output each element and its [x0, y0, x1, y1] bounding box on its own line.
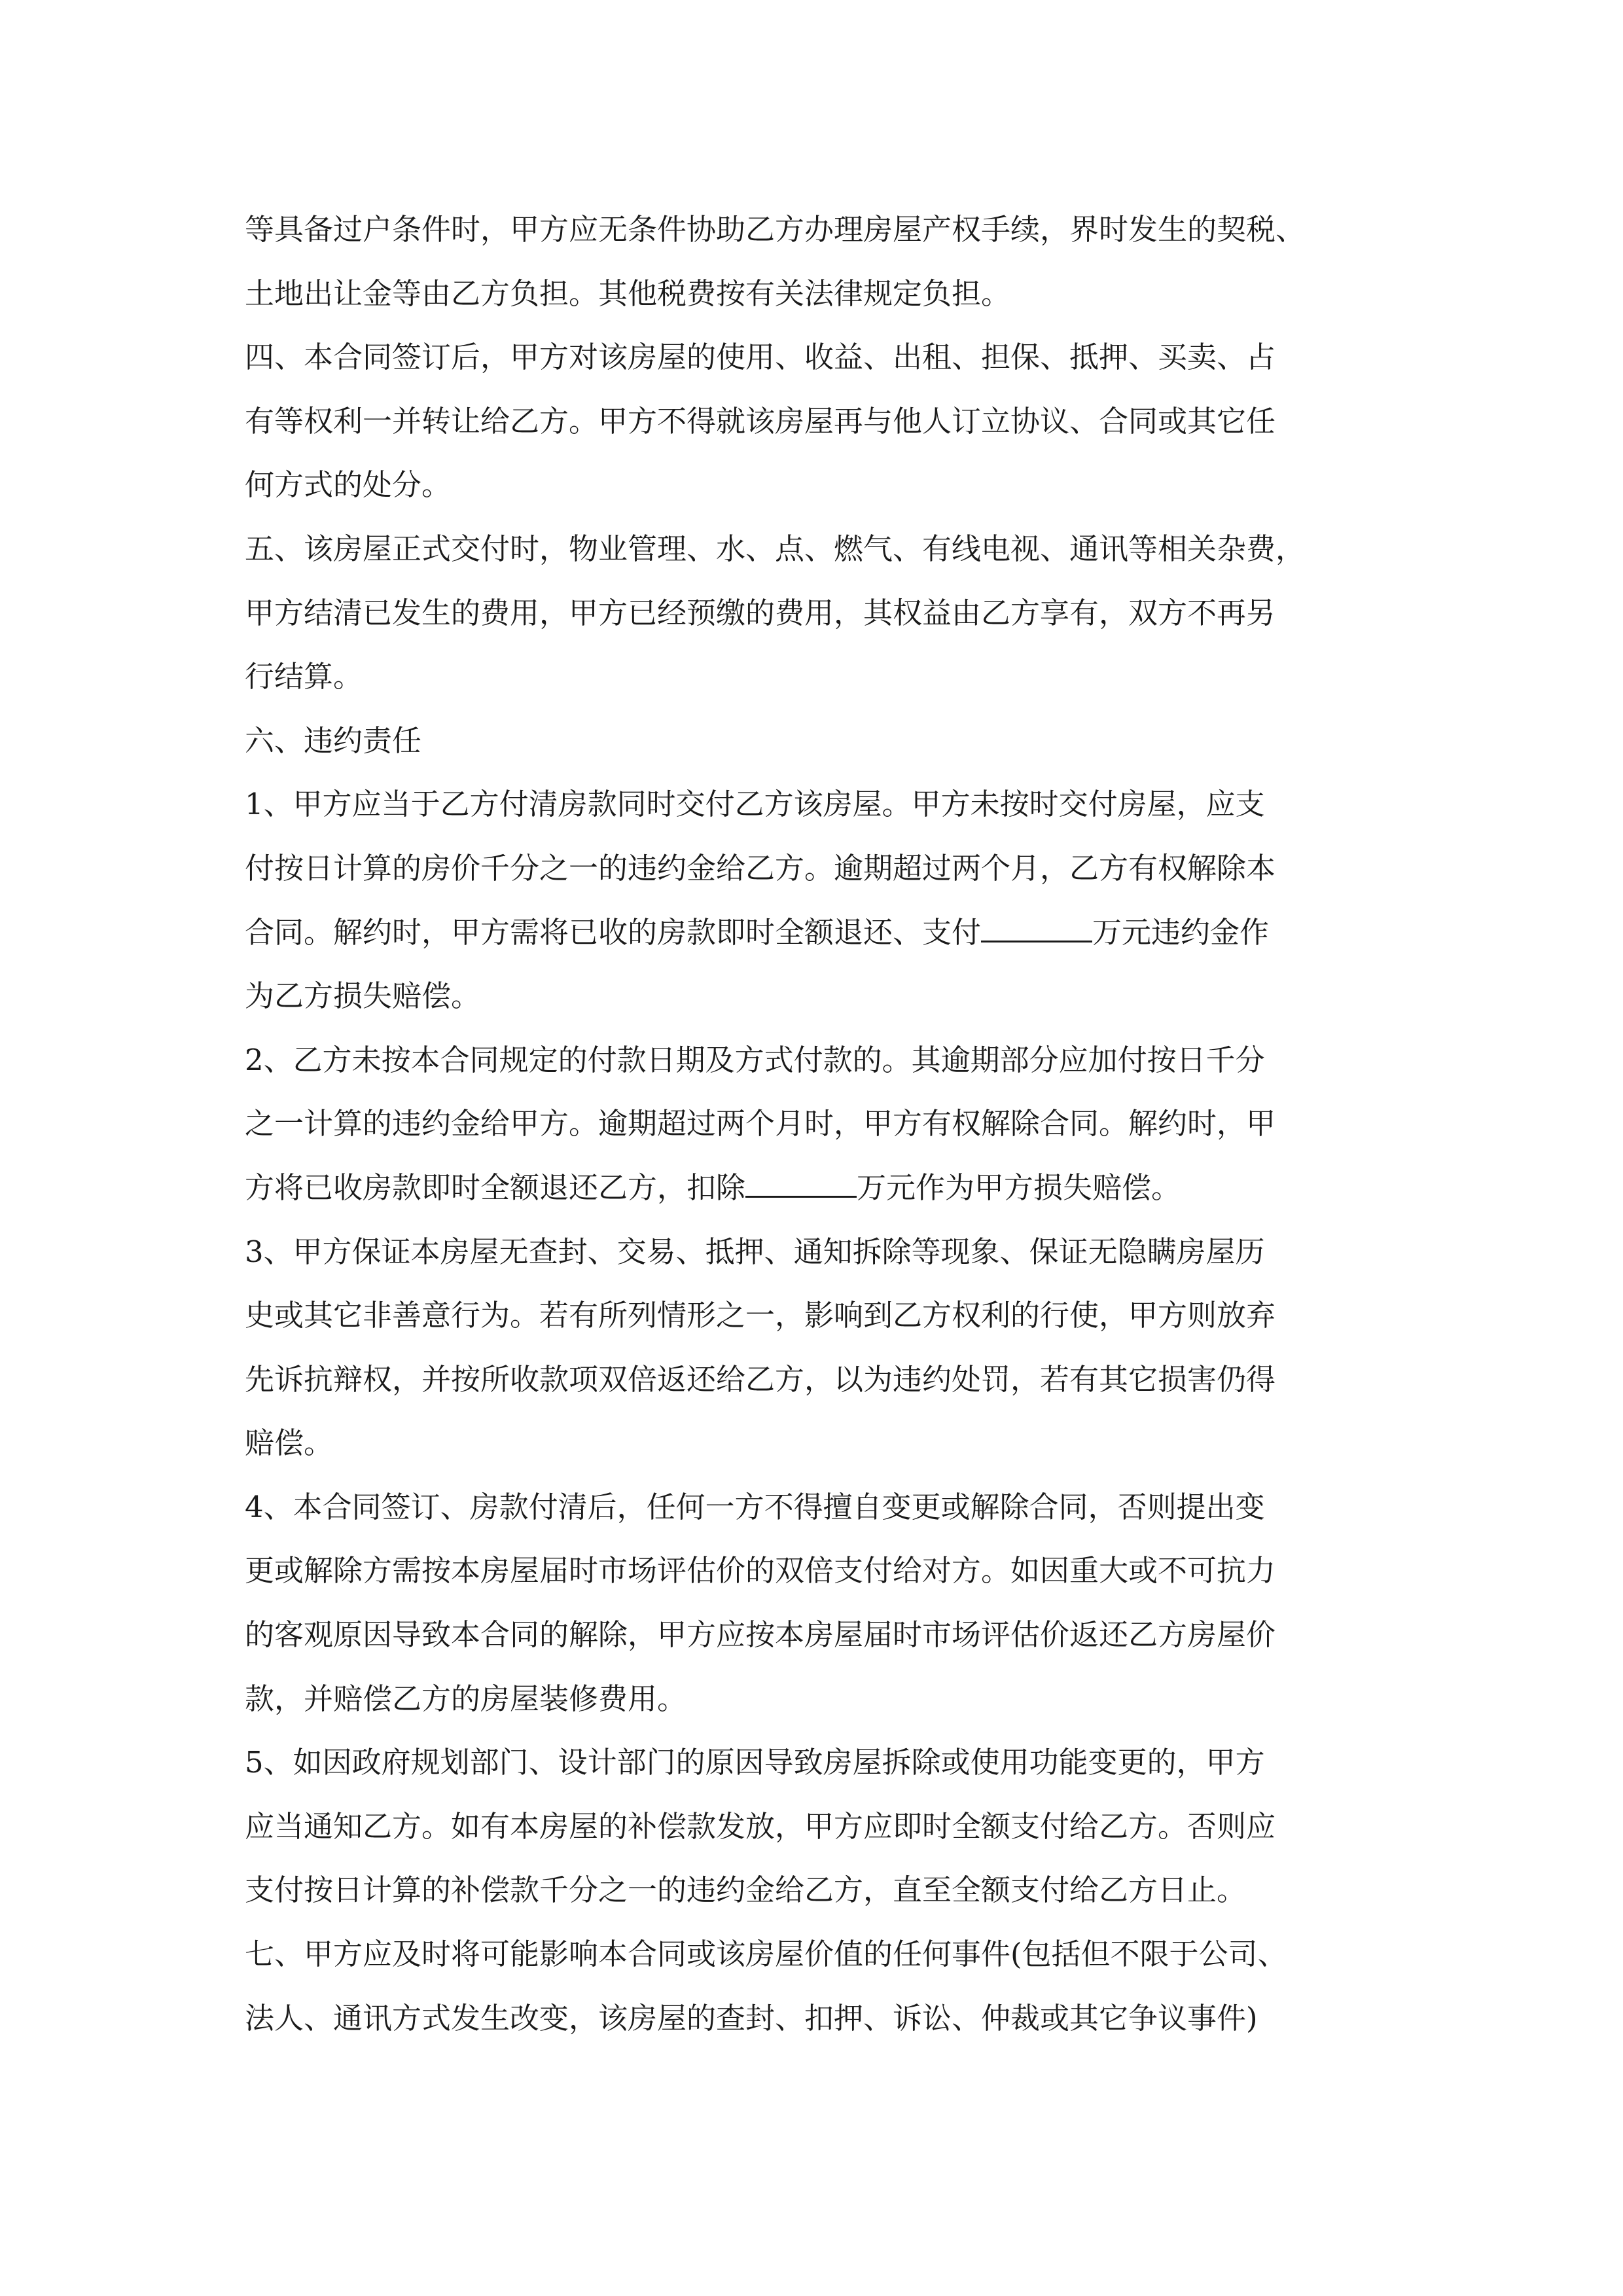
text-line: 为乙方损失赔偿。 [245, 978, 481, 1014]
text-line: 土地出让金等由乙方负担。其他税费按有关法律规定负担。 [245, 276, 1011, 311]
contract-body-text [245, 198, 1383, 2050]
item-5-line: 5、如因政府规划部门、设计部门的原因导致房屋拆除或使用功能变更的，甲方 [245, 1745, 1265, 1780]
fill-in-blank [981, 921, 1092, 942]
item-2-line: 2、乙方未按本合同规定的付款日期及方式付款的。其逾期部分应加付按日千分 [245, 1042, 1265, 1077]
text-segment: 万元违约金作 [1092, 914, 1270, 950]
text-line: 付按日计算的房价千分之一的违约金给乙方。逾期超过两个月，乙方有权解除本 [245, 850, 1276, 886]
text-line: 史或其它非善意行为。若有所列情形之一，影响到乙方权利的行使，甲方则放弃 [245, 1298, 1276, 1333]
text-line-with-blank [245, 1156, 1383, 1220]
text-segment: 万元作为甲方损失赔偿。 [857, 1170, 1181, 1205]
text-segment: 合同。解约时，甲方需将已收的房款即时全额退还、支付 [245, 914, 982, 950]
item-1-line: 1、甲方应当于乙方付清房款同时交付乙方该房屋。甲方未按时交付房屋，应支 [245, 787, 1265, 822]
item-3-line: 3、甲方保证本房屋无查封、交易、抵押、通知拆除等现象、保证无隐瞒房屋历 [245, 1234, 1265, 1269]
section-heading-breach-liability: 六、违约责任 [245, 723, 422, 758]
item-4-line: 4、本合同签订、房款付清后，任何一方不得擅自变更或解除合同，否则提出变 [245, 1489, 1265, 1524]
clause-4-line: 四、本合同签订后，甲方对该房屋的使用、收益、出租、担保、抵押、买卖、占 [245, 340, 1276, 375]
text-segment: 方将已收房款即时全额退还乙方，扣除 [245, 1170, 746, 1205]
text-line: 等具备过户条件时，甲方应无条件协助乙方办理房屋产权手续，界时发生的契税、 [245, 212, 1306, 247]
text-line: 甲方结清已发生的费用，甲方已经预缴的费用，其权益由乙方享有，双方不再另 [245, 595, 1276, 630]
clause-5-line: 五、该房屋正式交付时，物业管理、水、点、燃气、有线电视、通讯等相关杂费， [245, 531, 1306, 566]
text-line: 支付按日计算的补偿款千分之一的违约金给乙方，直至全额支付给乙方日止。 [245, 1873, 1247, 1908]
fill-in-blank [745, 1176, 857, 1198]
clause-7-line: 七、甲方应及时将可能影响本合同或该房屋价值的任何事件(包括但不限于公司、 [245, 1937, 1287, 1972]
text-line: 更或解除方需按本房屋届时市场评估价的双倍支付给对方。如因重大或不可抗力 [245, 1553, 1276, 1588]
text-line: 应当通知乙方。如有本房屋的补偿款发放，甲方应即时全额支付给乙方。否则应 [245, 1808, 1276, 1844]
text-line: 法人、通讯方式发生改变，该房屋的查封、扣押、诉讼、仲裁或其它争议事件) [245, 2000, 1258, 2036]
text-line: 有等权利一并转让给乙方。甲方不得就该房屋再与他人订立协议、合同或其它任 [245, 403, 1276, 439]
text-line: 之一计算的违约金给甲方。逾期超过两个月时，甲方有权解除合同。解约时，甲 [245, 1106, 1276, 1141]
text-line: 先诉抗辩权，并按所收款项双倍返还给乙方，以为违约处罚，若有其它损害仍得 [245, 1361, 1276, 1397]
text-line: 行结算。 [245, 659, 363, 694]
text-line-with-blank [245, 901, 1383, 965]
text-line: 赔偿。 [245, 1426, 334, 1461]
text-line: 何方式的处分。 [245, 467, 452, 503]
text-line: 的客观原因导致本合同的解除，甲方应按本房屋届时市场评估价返还乙方房屋价 [245, 1617, 1276, 1653]
text-line: 款，并赔偿乙方的房屋装修费用。 [245, 1681, 687, 1716]
